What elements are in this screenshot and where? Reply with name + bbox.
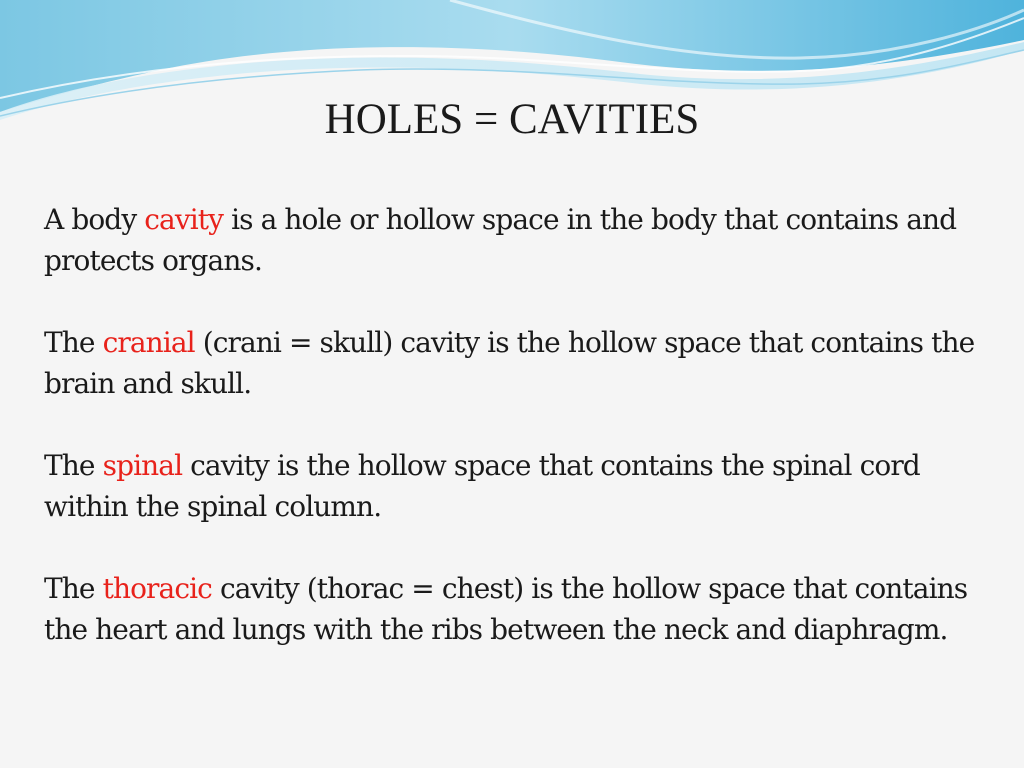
slide-body (44, 199, 994, 691)
keyword-cranial: cranial (102, 326, 195, 359)
slide-title: HOLES = CAVITIES (324, 96, 700, 143)
paragraph-text: cavity (thorac = chest) is the hollow space that contains the heart and lungs with the ribs between the neck and diaphragm. (44, 572, 968, 646)
paragraph-text: The (44, 572, 103, 605)
paragraph-text: cavity is the hollow space that contains the spinal cord within the spinal column. (44, 449, 920, 523)
paragraph-spinal-cavity (44, 445, 994, 527)
paragraph-text: A body (44, 203, 145, 236)
paragraph-text: The (44, 449, 103, 482)
paragraph-text: is a hole or hollow space in the body that contains and protects organs. (44, 203, 957, 277)
paragraph-thoracic-cavity (44, 568, 994, 650)
keyword-cavity: cavity (144, 203, 224, 236)
paragraph-cranial-cavity (44, 322, 994, 404)
paragraph-text: (crani = skull) cavity is the hollow space that contains the brain and skull. (44, 326, 975, 400)
paragraph-body-cavity (44, 199, 994, 281)
keyword-thoracic: thoracic (102, 572, 212, 605)
keyword-spinal: spinal (102, 449, 183, 482)
paragraph-text: The (44, 326, 103, 359)
